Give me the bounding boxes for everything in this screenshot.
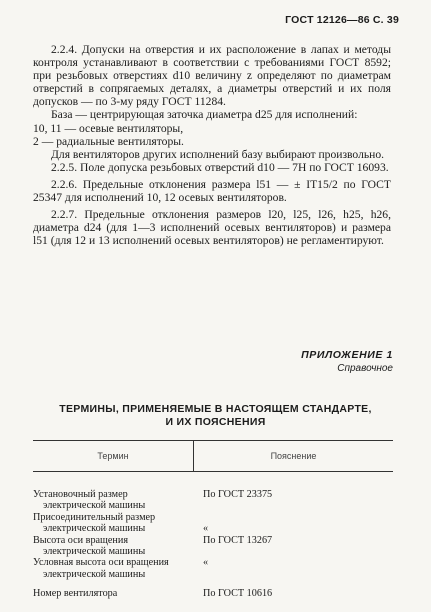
explanation-cell: По ГОСТ 23375	[203, 489, 273, 500]
appendix-subtitle: Справочное	[337, 363, 393, 374]
table-row	[33, 489, 393, 512]
explanation-cell: «	[203, 557, 209, 569]
table-row	[33, 557, 393, 580]
column-header-term: Термин	[97, 451, 129, 461]
table-header	[33, 441, 393, 471]
table-row	[33, 535, 393, 558]
paragraph-other: Для вентиляторов других исполнений базу выбирают произвольно.	[51, 147, 385, 161]
body-text	[33, 43, 391, 247]
paragraph-2-2-4: 2.2.4. Допуски на отверстия и их расположение в лапах и методы контроля устанавливают в соответствии с требованиями ГОСТ 8592; при резьбовых отверстиях d10 величину z определяют по диаметрам отверстий в сопрягаемых деталях, а диаметры отверстий и их поля допусков — по 3-му ряду ГОСТ 11284.	[33, 43, 391, 109]
terms-section-title	[0, 403, 431, 429]
paragraph-2-2-5: 2.2.5. Поле допуска резьбовых отверстий d10 — 7H по ГОСТ 16093.	[51, 160, 389, 174]
terms-title-line-2: И ИХ ПОЯСНЕНИЯ	[165, 416, 266, 428]
term-cell: Установочный размер электрической машины	[33, 489, 146, 512]
paragraph-2-2-7: 2.2.7. Предельные отклонения размеров l20, l25, l26, h25, h26, диаметра d24 (для 1—3 исполнений осевых вентиляторов) и размера l51 (для 12 и 13 исполнений осевых вентиляторов) не регламентируют.	[33, 208, 391, 248]
table-row	[33, 588, 393, 599]
explanation-cell: «	[203, 522, 209, 534]
term-cell: Условная высота оси вращения электрической машины	[33, 557, 169, 580]
paragraph-2-2-6: 2.2.6. Предельные отклонения размера l51 — ± IT15/2 по ГОСТ 25347 для исполнений 10, 12 осевых вентиляторов.	[33, 177, 391, 205]
table-row	[33, 512, 393, 535]
explanation-cell: По ГОСТ 13267	[203, 534, 273, 546]
term-cell: Высота оси вращения электрической машины	[33, 534, 146, 558]
column-header-explanation: Пояснение	[270, 451, 317, 461]
term-cell: Присоединительный размер электрической машины	[33, 511, 156, 535]
paragraph-radial: 2 — радиальные вентиляторы.	[33, 134, 184, 148]
appendix-title: ПРИЛОЖЕНИЕ 1	[301, 349, 393, 361]
paragraph-axial: 10, 11 — осевые вентиляторы,	[33, 121, 184, 135]
page-header: ГОСТ 12126—86 С. 39	[285, 14, 399, 26]
table-header-rule	[33, 471, 393, 472]
paragraph-base: База — центрирующая заточка диаметра d25 для исполнений:	[51, 108, 358, 122]
term-cell: Номер вентилятора	[33, 588, 118, 600]
appendix-label	[301, 349, 393, 374]
terms-table	[33, 440, 393, 600]
explanation-cell: По ГОСТ 10616	[203, 588, 273, 600]
terms-title-line-1: ТЕРМИНЫ, ПРИМЕНЯЕМЫЕ В НАСТОЯЩЕМ СТАНДАРТЕ,	[59, 403, 372, 415]
